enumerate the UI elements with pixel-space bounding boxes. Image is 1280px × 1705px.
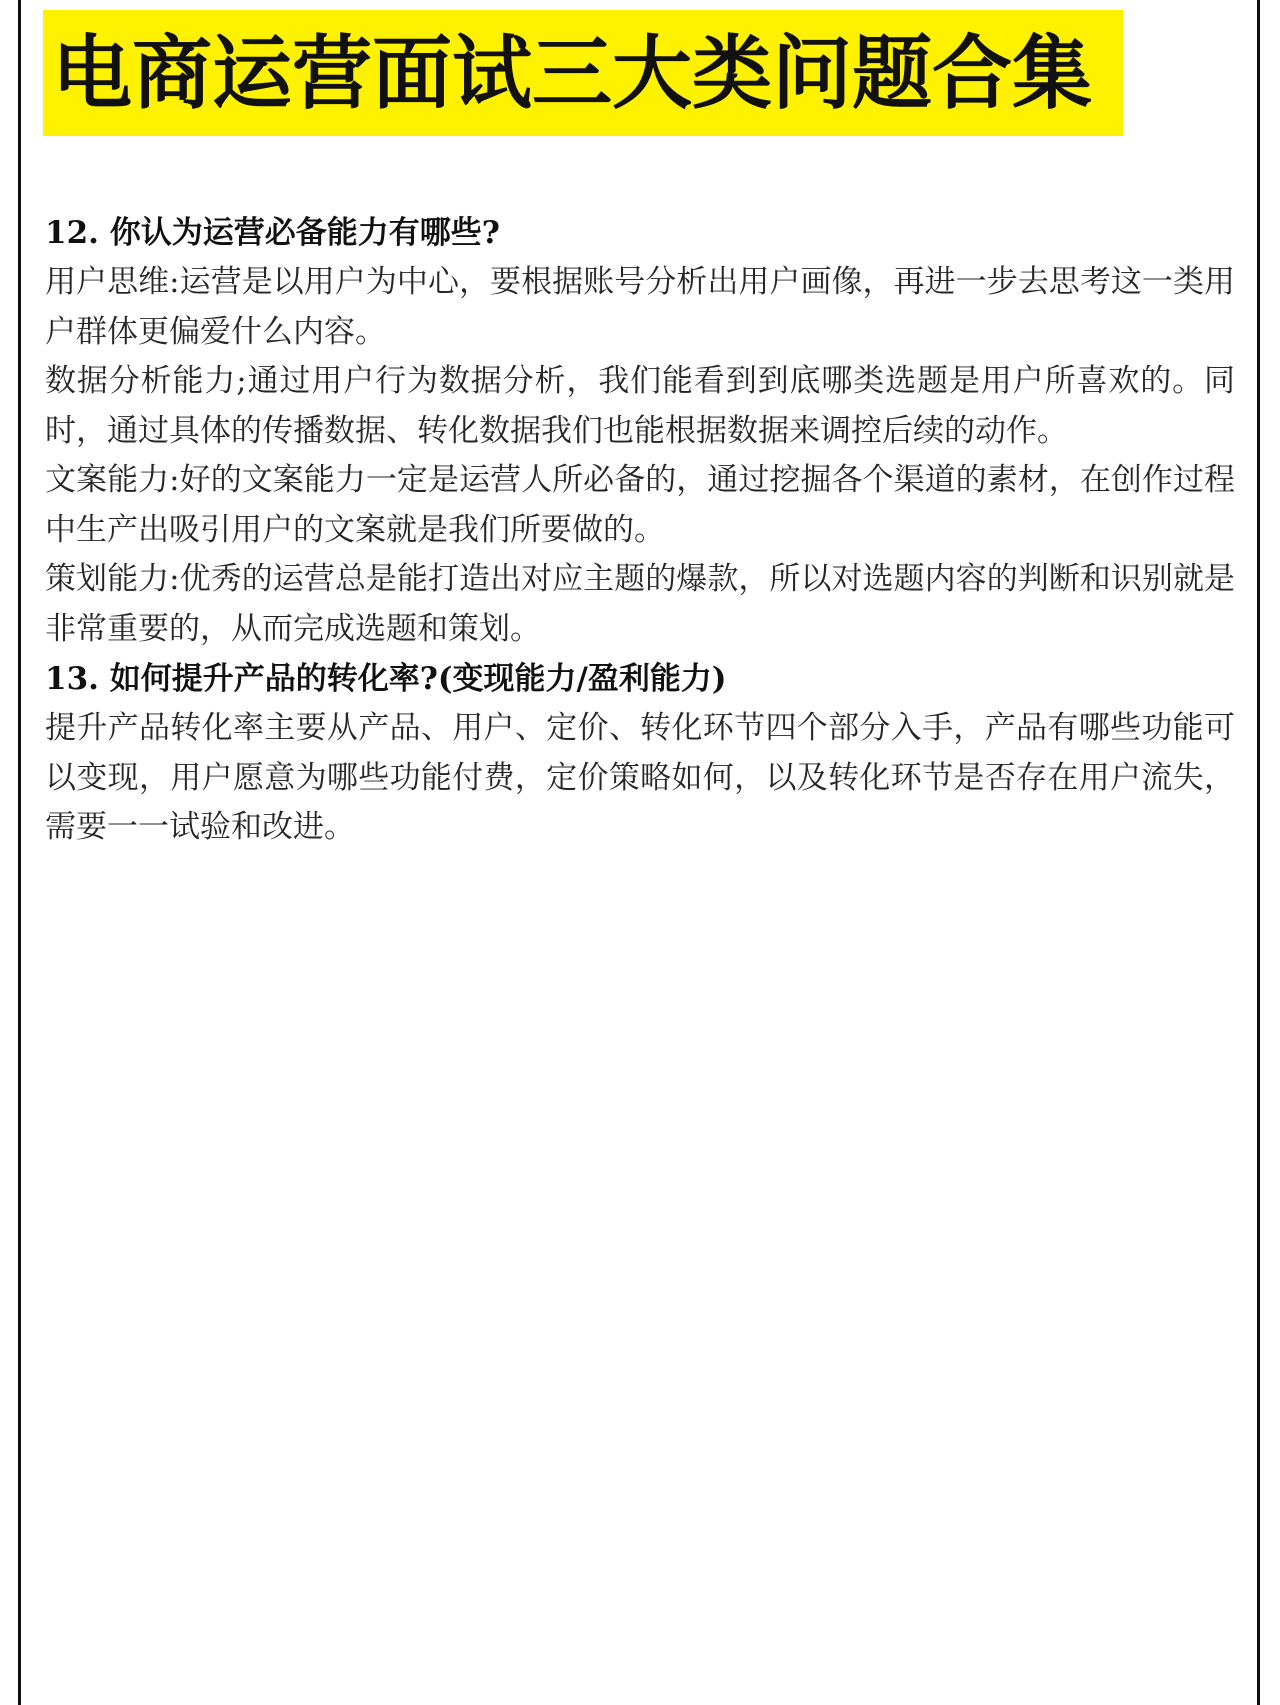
answer-paragraph-conversion: 提升产品转化率主要从产品、用户、定价、转化环节四个部分入手，产品有哪些功能可以变现，用户愿意为哪些功能付费，定价策略如何，以及转化环节是否存在用户流失，需要一一试验和改进。	[45, 710, 1235, 845]
answer-paragraph-copywriting: 文案能力:好的文案能力一定是运营人所必备的，通过挖掘各个渠道的素材，在创作过程中生产出吸引用户的文案就是我们所要做的。	[45, 462, 1235, 548]
question-heading-13: 13. 如何提升产品的转化率?(变现能力/盈利能力)	[45, 661, 727, 697]
page-border-left	[18, 0, 21, 1705]
page-title: 电商运营面试三大类问题合集	[52, 27, 1092, 120]
question-heading-12: 12. 你认为运营必备能力有哪些?	[45, 215, 500, 251]
document-content	[45, 208, 1235, 853]
answer-paragraph-data-analysis: 数据分析能力;通过用户行为数据分析，我们能看到到底哪类选题是用户所喜欢的。同时，通过具体的传播数据、转化数据我们也能根据数据来调控后续的动作。	[45, 363, 1235, 449]
answer-paragraph-user-thinking: 用户思维:运营是以用户为中心，要根据账号分析出用户画像，再进一步去思考这一类用户群体更偏爱什么内容。	[45, 264, 1235, 350]
page-border-right	[1257, 0, 1260, 1705]
answer-paragraph-planning: 策划能力:优秀的运营总是能打造出对应主题的爆款，所以对选题内容的判断和识别就是非常重要的，从而完成选题和策划。	[45, 561, 1235, 647]
